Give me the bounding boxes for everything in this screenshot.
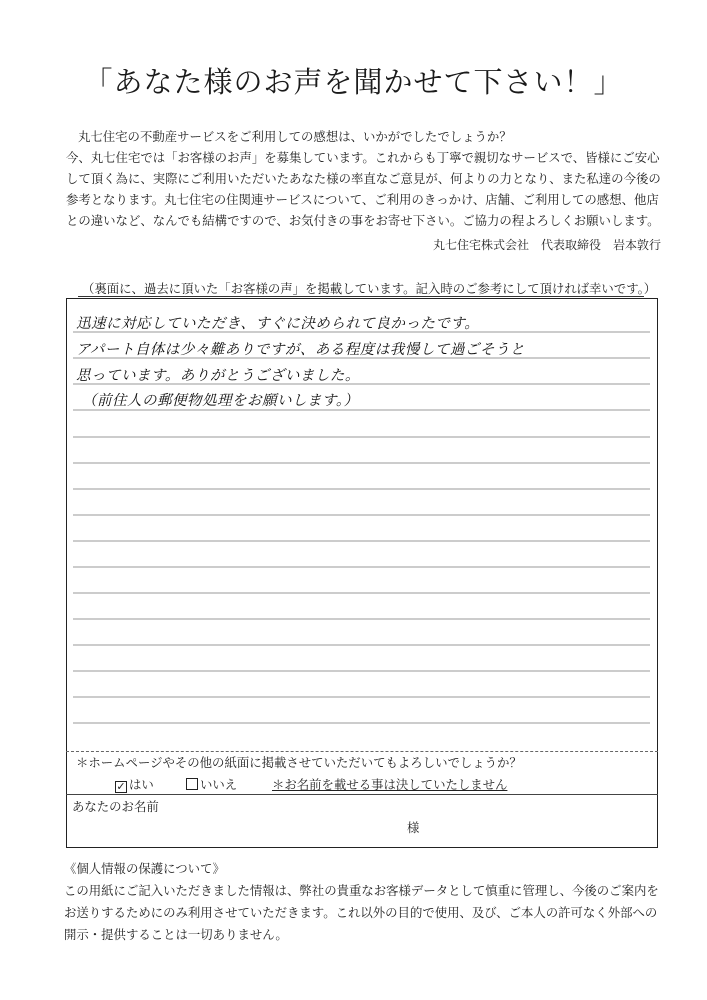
company-signature: 丸七住宅株式会社 代表取締役 岩本敦行	[432, 238, 661, 252]
yes-option[interactable]	[115, 775, 154, 793]
notice-underline	[78, 296, 644, 297]
divider	[66, 751, 658, 752]
check-icon: ✓	[116, 780, 126, 793]
privacy-heading: 《個人情報の保護について》	[64, 861, 225, 876]
name-suffix: 様	[407, 820, 420, 835]
comment-line: （前住人の郵便物処理をお願いします。）	[82, 393, 359, 409]
intro-text	[66, 126, 661, 231]
no-checkbox[interactable]	[186, 778, 198, 790]
privacy-line: 開示・提供することは一切ありません。	[64, 927, 288, 942]
page-title: 「あなた様のお声を聞かせて下さい！」	[83, 65, 624, 99]
intro-line: して頂く為に、実際にご利用いただいたあなた様の率直なご意見が、何よりの力となり、また私達の今後の	[66, 171, 661, 186]
no-label: いいえ	[200, 777, 238, 792]
intro-line: 今、丸七住宅では「お客様のお声」を募集しています。これからも丁寧で親切なサービスで、皆様にご安心	[66, 150, 660, 165]
privacy-line: お送りするためにのみ利用させていただきます。これ以外の目的で使用、及び、ご本人の許可なく外部への	[64, 905, 658, 920]
intro-line: との違いなど、なんでも結構ですので、お気付きの事をお寄せ下さい。ご協力の程よろしくお願いします。	[66, 213, 660, 228]
comment-line: アパート自体は少々難ありですが、ある程度は我慢して過ごそうと	[76, 342, 525, 358]
yes-checkbox[interactable]	[115, 781, 127, 793]
intro-line: 丸七住宅の不動産サービスをご利用しての感想は、いかがでしたでしょうか？	[78, 129, 512, 144]
privacy-line: この用紙にご記入いただきました情報は、弊社の貴重なお客様データとして慎重に管理し、今後のご案内を	[64, 883, 659, 898]
yes-label: はい	[129, 777, 154, 792]
publish-question: ＊ホームページやその他の紙面に掲載させていただいてもよろしいでしょうか？	[76, 755, 522, 770]
comment-line: 迅速に対応していただき、すぐに決められて良かったです。	[76, 316, 480, 332]
back-side-notice: （裏面に、過去に頂いた「お客様の声」を掲載しています。記入時のご参考にして頂ければ幸いです。）	[82, 281, 657, 296]
comment-line: 思っています。ありがとうございました。	[76, 368, 360, 384]
no-option[interactable]	[186, 775, 237, 793]
divider	[66, 794, 658, 795]
privacy-section	[64, 858, 664, 946]
name-label: あなたのお名前	[72, 799, 159, 814]
name-privacy-note: ＊お名前を載せる事は決していたしません	[272, 777, 508, 792]
intro-line: 参考となります。丸七住宅の住関連サービスについて、ご利用のきっかけ、店舗、ご利用しての感想、他店	[66, 192, 659, 207]
